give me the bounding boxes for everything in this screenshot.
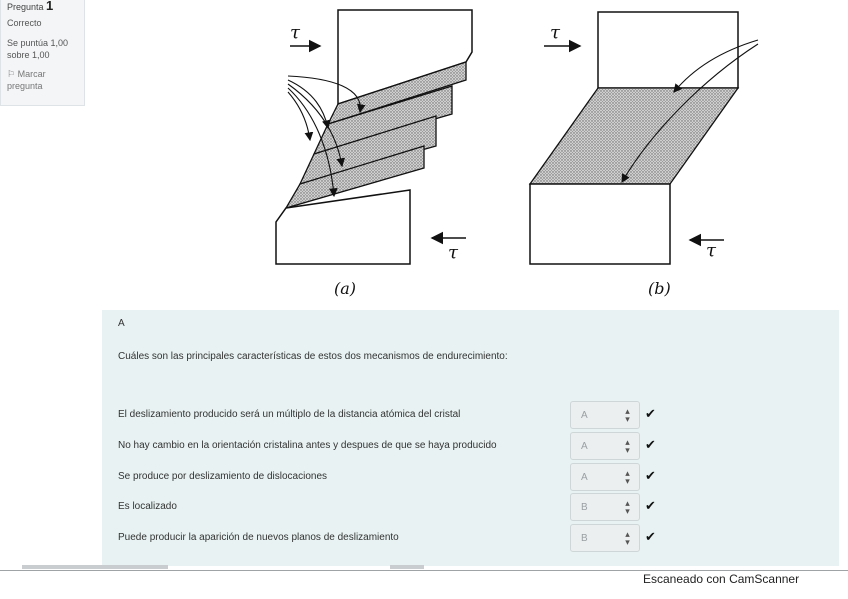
tau-symbol-b-bottom: τ — [706, 240, 716, 261]
match-row-text-1: El deslizamiento producido será un múltiplo de la distancia atómica del cristal — [118, 409, 461, 420]
answer-select-4[interactable]: B ▴ ▾ — [570, 493, 640, 521]
answer-select-1[interactable]: A ▴ ▾ — [570, 401, 640, 429]
answer-select-5[interactable]: B ▴ ▾ — [570, 524, 640, 552]
figure-drawing — [102, 0, 839, 310]
flag-question-link[interactable]: ⚐ Marcar pregunta — [7, 69, 46, 91]
page-divider — [0, 570, 848, 571]
question-state: Correcto — [7, 18, 42, 28]
question-prompt: Cuáles son las principales características de estos dos mecanismos de endurecimiento: — [118, 351, 508, 362]
match-row-text-4: Es localizado — [118, 501, 177, 512]
figure-label: A — [118, 318, 125, 329]
correct-check-icon: ✔ — [645, 437, 656, 452]
correct-check-icon: ✔ — [645, 498, 656, 513]
block-b-bottom — [530, 184, 670, 264]
question-panel — [102, 310, 839, 566]
select-arrows-icon: ▴ ▾ — [625, 529, 630, 547]
answer-select-2[interactable]: A ▴ ▾ — [570, 432, 640, 460]
match-row-text-2: No hay cambio en la orientación cristalina antes y despues de que se haya producido — [118, 440, 497, 451]
camscanner-watermark: Escaneado con CamScanner — [643, 572, 800, 586]
match-row-text-3: Se produce por deslizamiento de dislocaciones — [118, 471, 328, 482]
slip-arrow-2 — [288, 80, 328, 128]
select-arrows-icon: ▴ ▾ — [625, 468, 630, 486]
match-row-text-5: Puede producir la aparición de nuevos planos de deslizamiento — [118, 532, 399, 543]
correct-check-icon: ✔ — [645, 529, 656, 544]
block-b-top — [598, 12, 738, 88]
correct-check-icon: ✔ — [645, 468, 656, 483]
flag-icon: ⚐ — [7, 69, 16, 79]
tau-symbol-a-bottom: τ — [448, 242, 458, 263]
tau-symbol-b-top: τ — [550, 22, 560, 43]
correct-check-icon: ✔ — [645, 406, 656, 421]
select-arrows-icon: ▴ ▾ — [625, 437, 630, 455]
twinned-region — [530, 88, 738, 184]
caption-b: (b) — [648, 279, 671, 298]
question-grade: Se puntúa 1,00 sobre 1,00 — [7, 38, 69, 60]
question-info-panel — [0, 0, 85, 106]
select-arrows-icon: ▴ ▾ — [625, 406, 630, 424]
question-number: Pregunta 1 — [7, 0, 54, 13]
cutoff-text-fragment — [390, 565, 424, 569]
answer-select-3[interactable]: A ▴ ▾ — [570, 463, 640, 491]
select-arrows-icon: ▴ ▾ — [625, 498, 630, 516]
tau-symbol-a-top: τ — [290, 22, 300, 43]
caption-a: (a) — [334, 279, 357, 298]
twinning-slip-figure — [102, 0, 839, 310]
cutoff-text-fragment — [22, 565, 168, 569]
